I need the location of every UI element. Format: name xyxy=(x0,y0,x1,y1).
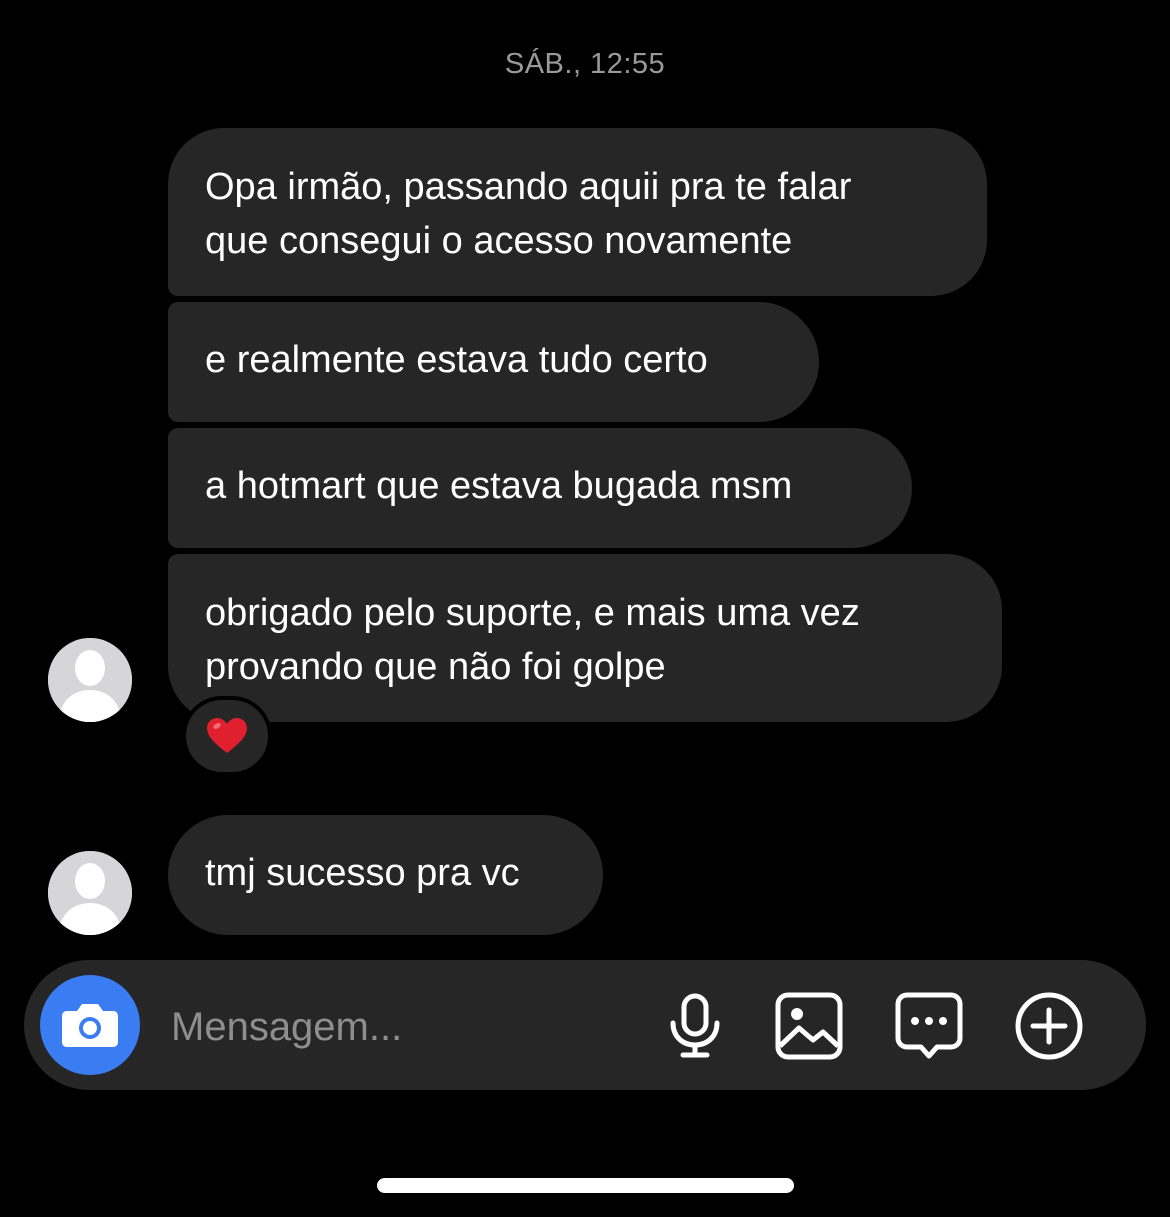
sender-avatar[interactable] xyxy=(48,851,132,935)
message-bubble[interactable]: e realmente estava tudo certo xyxy=(168,302,819,422)
plus-icon xyxy=(1014,991,1084,1061)
more-options-button[interactable] xyxy=(1013,990,1085,1062)
sticker-icon xyxy=(895,992,963,1060)
voice-message-button[interactable] xyxy=(659,990,731,1062)
default-avatar-icon xyxy=(48,638,132,722)
sender-avatar[interactable] xyxy=(48,638,132,722)
message-composer xyxy=(24,960,1146,1090)
message-input[interactable] xyxy=(169,996,633,1058)
gallery-button[interactable] xyxy=(773,990,845,1062)
camera-icon xyxy=(61,1001,119,1049)
message-bubble[interactable]: a hotmart que estava bugada msm xyxy=(168,428,912,548)
sticker-button[interactable] xyxy=(893,990,965,1062)
chat-timestamp: SÁB., 12:55 xyxy=(504,48,666,80)
message-bubble[interactable]: tmj sucesso pra vc xyxy=(168,815,603,935)
message-bubble[interactable]: obrigado pelo suporte, e mais uma vez provando que não foi golpe xyxy=(168,554,1002,722)
default-avatar-icon xyxy=(48,851,132,935)
message-reaction[interactable] xyxy=(182,696,272,776)
gallery-icon xyxy=(775,992,843,1060)
camera-button[interactable] xyxy=(40,975,140,1075)
home-indicator[interactable] xyxy=(377,1178,794,1193)
heart-icon xyxy=(206,717,248,755)
message-bubble[interactable]: Opa irmão, passando aquii pra te falar que consegui o acesso novamente xyxy=(168,128,987,296)
microphone-icon xyxy=(665,993,725,1059)
